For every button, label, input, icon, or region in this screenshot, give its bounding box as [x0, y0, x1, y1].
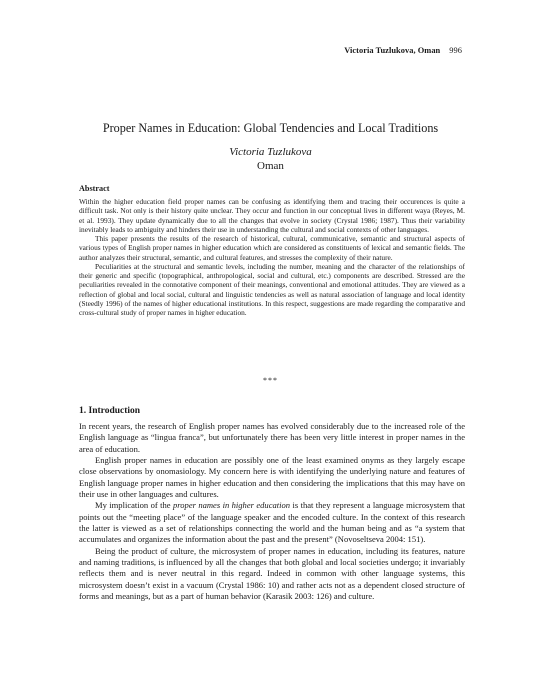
abstract-body [79, 197, 465, 317]
abstract-paragraph: Peculiarities at the structural and semantic levels, including the number, meaning and the character of the relationships of their generic and specific (topographical, anthropological, social and cultural, etc.) components are described. Stressed are the peculiarities revealed in the connotative component of their meanings, conventional and emotional attitudes. They are viewed as a reflection of global and local social, cultural and linguistic tendencies as well as natural association of language and local identity (Steedly 1996) of the names of higher educational institutions. In this respect, suggestions are made regarding the comparative and cross-cultural study of proper names in higher education. [79, 261, 465, 317]
paper-title: Proper Names in Education: Global Tendencies and Local Traditions [102, 121, 439, 135]
author-name: Victoria Tuzlukova [229, 146, 312, 158]
section-body [79, 421, 465, 603]
abstract-paragraph: Within the higher education field proper names can be confusing as identifying them and tracing their occurences is quite a difficult task. Not only is their history quite unclear. They occur and function in our conceptual lives in different waya (Reyes, M. et al. 1993). They update dynamically due to all the changes that evolve in society (Crystal 1986; 1987). Thus their variability inevitably leads to ambiguity and hinders their use in understanding the cultural and social contexts of other languages. [79, 197, 465, 234]
author-affiliation: Oman [257, 160, 284, 172]
emphasized-term: proper names in higher education [172, 500, 291, 511]
running-head-author: Victoria Tuzlukova, Oman [344, 46, 441, 55]
body-paragraph: Being the product of culture, the microsystem of proper names in education, including its features, nature and naming traditions, is influenced by all the changes that both global and local societies undergo; it invariably reflects them and is never neutral in this regard. Indeed in common with other language systems, this microsystem doesn’t exist in a vacuum (Crystal 1986: 10) and rather acts not as a dependent closed structure of forms and meanings, but as a part of human behavior (Karasik 2003: 126) and culture. [79, 545, 465, 602]
abstract-paragraph: This paper presents the results of the research of historical, cultural, communicative, semantic and structural aspects of various types of English proper names in higher education which are considered as constituents of lexical and semantic fields. The author analyzes their structural, semantic, and cultural features, and stresses the complexity of their nature. [79, 234, 465, 262]
section-separator: *** [263, 376, 278, 385]
running-head [344, 46, 462, 55]
paragraph-text: is that they represent a language microsystem that points out the “meeting place” of the language speaker and the encoded culture. In the context of this research the latter is viewed as a set of relationships connecting the world and the human being and as “a system that accumulates and organizes the information about the past and the present” (Novoseltseva 2004: 151). [79, 500, 465, 545]
section-heading: 1. Introduction [79, 406, 141, 416]
body-paragraph: In recent years, the research of English proper names has evolved considerably due to the increased role of the English language as “lingua franca”, but unfortunately there has been very little interest in proper names in the area of education. [79, 421, 465, 454]
abstract-heading: Abstract [79, 184, 110, 193]
page-number: 996 [449, 46, 462, 55]
paragraph-text: My implication of the [95, 500, 173, 511]
body-paragraph: English proper names in education are possibly one of the least examined onyms as they largely escape close observations by onomasiology. My concern here is with identifying the underlying nature and features of English language proper names in higher education and then considering the implications that this may have on their use in other languages and cultures. [79, 455, 465, 500]
body-paragraph [79, 500, 465, 545]
